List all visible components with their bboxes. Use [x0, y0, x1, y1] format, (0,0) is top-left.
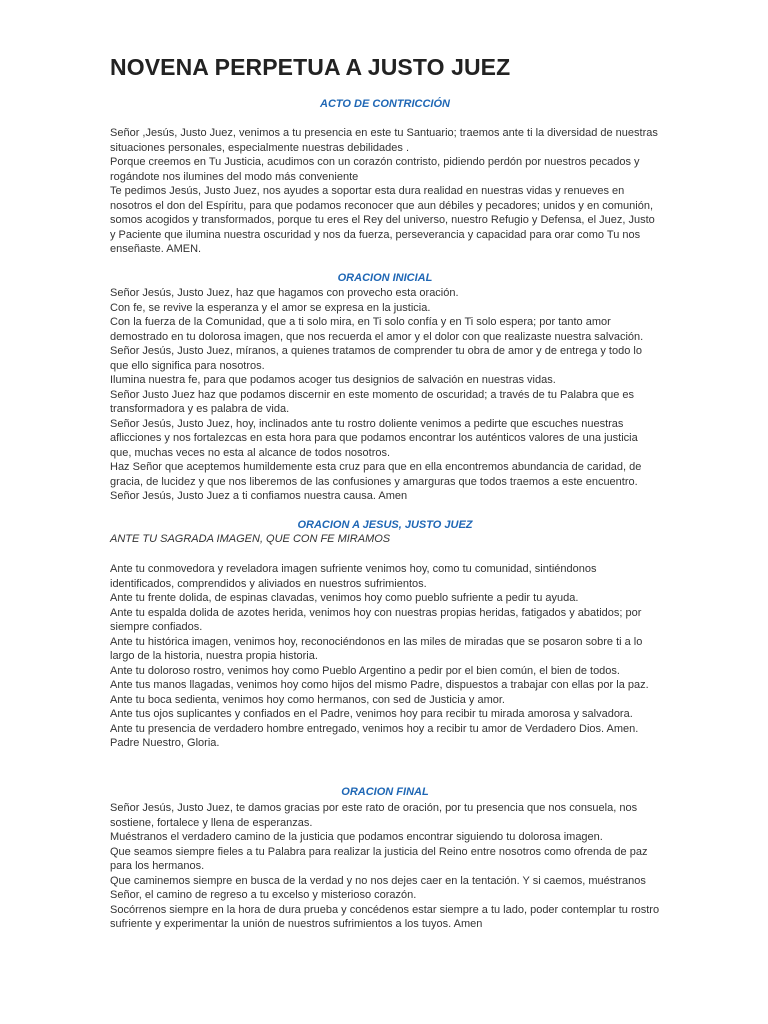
text-line: gracia, de lucidez y que nos liberemos de las confusiones y amarguras que todos traemos a este encuentro. — [110, 475, 638, 488]
text-line: Ante tu espalda dolida de azotes herida, venimos hoy con nuestras propias heridas, fatigados y abatidos; por — [110, 606, 642, 619]
text-line: situaciones personales, especialmente nuestras debilidades . — [110, 141, 410, 154]
text-line: Socórrenos siempre en la hora de dura prueba y concédenos estar siempre a tu lado, poder contemplar tu rostro — [110, 903, 660, 916]
text-line: Con la fuerza de la Comunidad, que a ti solo mira, en Ti solo confía y en Ti solo espera; por tanto amor — [110, 316, 611, 328]
text-line: Ante tu boca sedienta, venimos hoy como hermanos, con sed de Justicia y amor. — [110, 693, 505, 706]
text-line: Ante tus manos llagadas, venimos hoy como hijos del mismo Padre, dispuestos a trabajar con ellas por la paz. — [110, 679, 649, 691]
text-line: Padre Nuestro, Gloria. — [110, 737, 220, 749]
text-line: Ante tus ojos suplicantes y confiados en el Padre, venimos hoy para recibir tu mirada amorosa y salvadora. — [110, 708, 633, 720]
text-line: nosotros el don del Espíritu, para que podamos reconocer que aun débiles y pecadores; unidos y en comunión, — [110, 199, 654, 212]
text-line: Porque creemos en Tu Justicia, acudimos con un corazón contristo, pidiendo perdón por nuestros pecados y — [110, 156, 640, 168]
text-line: Ante tu presencia de verdadero hombre entregado, venimos hoy a recibir tu amor de Verdadero Dios. Amen. — [110, 722, 639, 735]
section-body-oracion-inicial — [110, 286, 670, 504]
text-line: sufriente y experimentar la unión de nuestros sufrimientos a los tuyos. Amen — [110, 918, 483, 930]
section-body-oracion-final — [110, 801, 670, 932]
text-line: Ante tu doloroso rostro, venimos hoy como Pueblo Argentino a pedir por el bien común, el bien de todos. — [110, 664, 620, 677]
text-line: Que seamos siempre fieles a tu Palabra para realizar la justicia del Reino entre nosotros como ofrenda de paz — [110, 845, 648, 858]
text-line: Ante tu histórica imagen, venimos hoy, reconociéndonos en las miles de miradas que se posaron sobre ti a lo — [110, 635, 643, 648]
text-line: Ante tu frente dolida, de espinas clavadas, venimos hoy como pueblo sufriente a pedir tu ayuda. — [110, 592, 579, 604]
text-line: Muéstranos el verdadero camino de la justicia que podamos encontrar siguiendo tu dolorosa imagen. — [110, 831, 603, 843]
text-line: somos acogidos y transformados, porque tu eres el Rey del universo, nuestro Refugio y Defensa, el Juez, Justo — [110, 214, 655, 226]
text-line: largo de la historia, nuestra propia historia. — [110, 650, 318, 662]
text-line: que ello significa para nosotros. — [110, 359, 265, 372]
section-heading-oracion-final: ORACION FINAL — [341, 786, 429, 798]
text-line: Haz Señor que aceptemos humildemente esta cruz para que en ella encontremos abundancia de caridad, de — [110, 461, 642, 473]
document-title: NOVENA PERPETUA A JUSTO JUEZ — [110, 54, 511, 80]
text-line: enseñaste. AMEN. — [110, 243, 202, 255]
section-heading-contriccion: ACTO DE CONTRICCIÓN — [320, 98, 450, 110]
section-body-oracion-jesus — [110, 562, 670, 751]
text-line: Señor Justo Juez haz que podamos discernir en este momento de oscuridad; a través de tu Palabra que es — [110, 388, 635, 401]
text-line: Señor Jesús, Justo Juez, te damos gracias por este rato de oración, por tu presencia que nos consuela, nos — [110, 802, 638, 814]
text-line: y Paciente que ilumina nuestra oscuridad y nos da fuerza, perseverancia y capacidad para orar como Tu nos — [110, 228, 641, 241]
text-line: demostrado en tu dolorosa imagen, que nos recuerda el amor y el dolor con que realizaste nuestra salvación. — [110, 330, 644, 343]
text-line: transformadora y es palabra de vida. — [110, 403, 290, 415]
text-line: Señor Jesús, Justo Juez, míranos, a quienes tratamos de comprender tu obra de amor y de entrega y todo lo — [110, 345, 642, 357]
text-line: Que caminemos siempre en busca de la verdad y no nos dejes caer en la tentación. Y si caemos, muéstranos — [110, 874, 646, 887]
text-line: rogándote nos ilumines del modo más conveniente — [110, 170, 359, 183]
text-line: Señor Jesús, Justo Juez, hoy, inclinados ante tu rostro doliente venimos a pedirte que escuches nuestras — [110, 417, 624, 430]
text-line: Ilumina nuestra fe, para que podamos acoger tus designios de salvación en nuestras vidas. — [110, 374, 556, 386]
text-line: Señor ,Jesús, Justo Juez, venimos a tu presencia en este tu Santuario; traemos ante ti la diversidad de nuestras — [110, 127, 658, 139]
text-line: Señor, el camino de regreso a tu excelso y misterioso corazón. — [110, 889, 417, 901]
text-line: Ante tu conmovedora y reveladora imagen sufriente venimos hoy, como tu comunidad, sintiéndonos — [110, 563, 597, 575]
text-line: sostiene, fortalece y llena de esperanzas. — [110, 816, 313, 829]
section-heading-oracion-jesus: ORACION A JESUS, JUSTO JUEZ — [297, 519, 473, 531]
text-line: siempre confiados. — [110, 621, 203, 633]
text-line: identificados, comprendidos y aliviados en nuestros sufrimientos. — [110, 577, 427, 590]
text-line: que, muchas veces no esta al alcance de todos nosotros. — [110, 446, 391, 459]
text-line: Te pedimos Jesús, Justo Juez, nos ayudes a soportar esta dura realidad en nuestras vidas y renueves en — [110, 185, 625, 197]
text-line: aflicciones y nos fortalezcas en esta hora para que podamos encontrar los auténticos valores de una justicia — [110, 432, 638, 444]
section-subheading-oracion-jesus: ANTE TU SAGRADA IMAGEN, QUE CON FE MIRAMOS — [110, 533, 391, 545]
section-body-contriccion — [110, 126, 670, 257]
text-line: Señor Jesús, Justo Juez a ti confiamos nuestra causa. Amen — [110, 490, 408, 502]
section-heading-oracion-inicial: ORACION INICIAL — [337, 272, 433, 284]
text-line: Señor Jesús, Justo Juez, haz que hagamos con provecho esta oración. — [110, 287, 459, 299]
text-line: para los hermanos. — [110, 860, 205, 872]
text-line: Con fe, se revive la esperanza y el amor se expresa en la justicia. — [110, 301, 431, 314]
